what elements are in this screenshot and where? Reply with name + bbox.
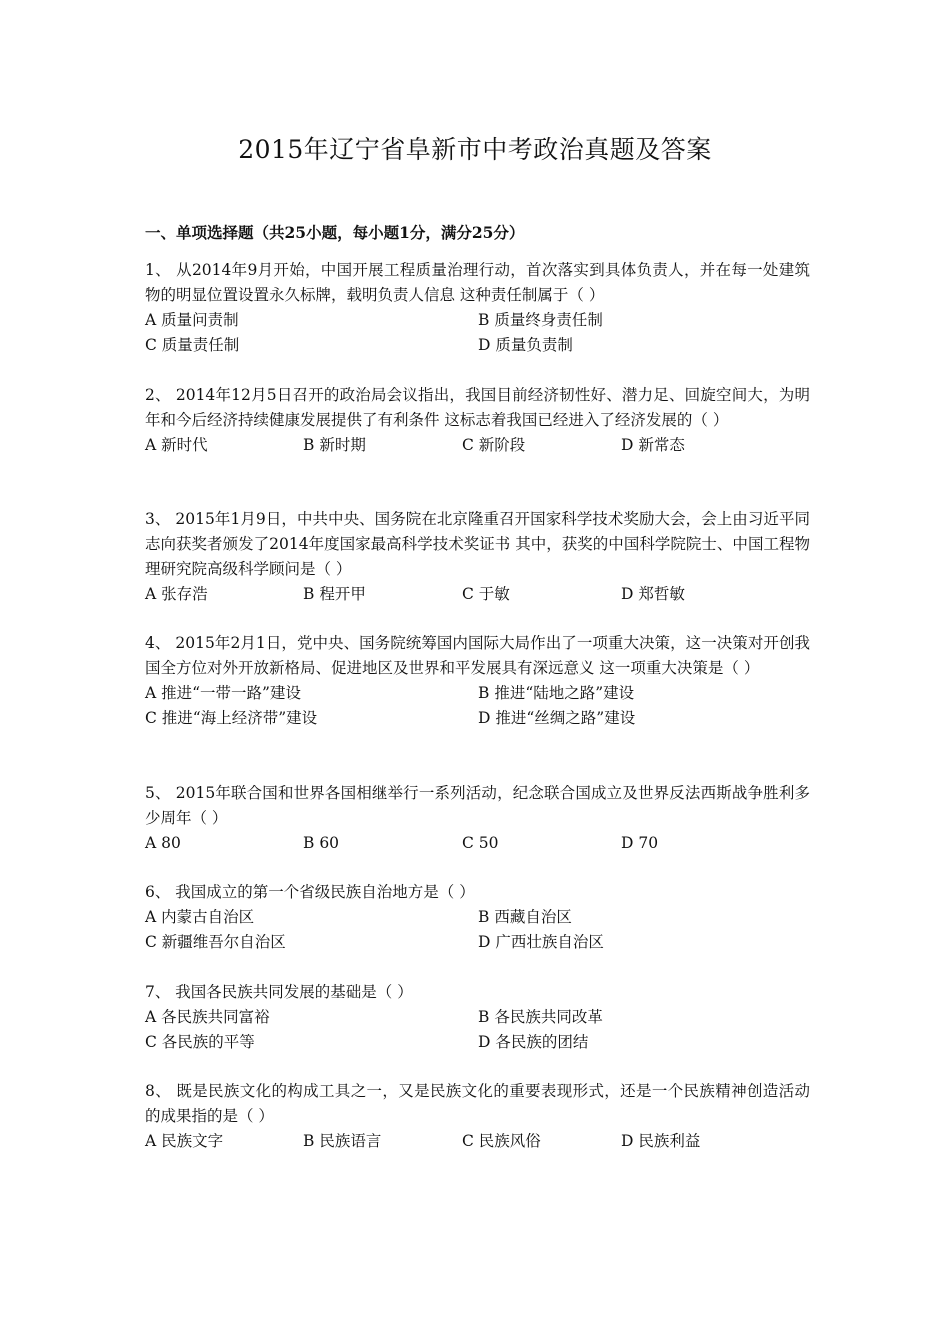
- document-title: 2015年辽宁省阜新市中考政治真题及答案: [238, 135, 712, 164]
- option-c: C 新阶段: [462, 436, 526, 454]
- question-3: [145, 507, 810, 607]
- options-row: [145, 905, 810, 930]
- option-a: A 推进“一带一路”建设: [145, 684, 301, 702]
- option-c: C 推进“海上经济带”建设: [145, 709, 318, 727]
- option-c: C 新疆维吾尔自治区: [145, 933, 286, 951]
- options-row: [145, 706, 810, 731]
- question-text: 7、 我国各民族共同发展的基础是（ ）: [145, 983, 413, 1001]
- options-row: [145, 333, 810, 358]
- option-d: D 质量负责制: [478, 336, 573, 354]
- options-row: [145, 1030, 810, 1055]
- option-a: A 内蒙古自治区: [145, 908, 255, 926]
- option-d: D 郑哲敏: [621, 585, 685, 603]
- option-d: D 新常态: [621, 436, 685, 454]
- option-c: C 质量责任制: [145, 336, 240, 354]
- question-1: [145, 258, 810, 358]
- question-text: 1、 从2014年9月开始，中国开展工程质量治理行动，首次落实到具体负责人，并在每一处建筑物的明显位置设置永久标牌，载明负责人信息 这种责任制属于（ ）: [145, 261, 810, 304]
- option-b: B 民族语言: [303, 1132, 382, 1150]
- question-text: 5、 2015年联合国和世界各国相继举行一系列活动，纪念联合国成立及世界反法西斯战争胜利多少周年（ ）: [145, 784, 810, 827]
- option-a: A 张存浩: [145, 585, 208, 603]
- option-d: D 广西壮族自治区: [478, 933, 604, 951]
- option-a: A 80: [145, 834, 181, 852]
- option-d: D 各民族的团结: [478, 1033, 589, 1051]
- option-d: D 民族利益: [621, 1132, 701, 1150]
- option-b: B 程开甲: [303, 585, 366, 603]
- option-c: C 各民族的平等: [145, 1033, 255, 1051]
- options-row: [145, 1005, 810, 1030]
- question-8: [145, 1079, 810, 1154]
- option-c: C 于敏: [462, 585, 510, 603]
- question-5: [145, 781, 810, 856]
- option-d: D 70: [621, 834, 659, 852]
- options-row: [145, 831, 810, 856]
- question-text: 2、 2014年12月5日召开的政治局会议指出，我国目前经济韧性好、潜力足、回旋空间大，为明年和今后经济持续健康发展提供了有利条件 这标志着我国已经进入了经济发展的（ ）: [145, 386, 810, 429]
- option-b: B 各民族共同改革: [478, 1008, 603, 1026]
- options-row: [145, 308, 810, 333]
- question-text: 4、 2015年2月1日，党中央、国务院统筹国内国际大局作出了一项重大决策，这一决策对开创我国全方位对外开放新格局、促进地区及世界和平发展具有深远意义 这一项重大决策是（ ）: [145, 634, 810, 677]
- options-row: [145, 681, 810, 706]
- question-2: [145, 383, 810, 458]
- question-7: [145, 980, 810, 1055]
- option-b: B 质量终身责任制: [478, 311, 603, 329]
- section-heading: 一、单项选择题（共25小题，每小题1分，满分25分）: [145, 223, 525, 242]
- question-text: 6、 我国成立的第一个省级民族自治地方是（ ）: [145, 883, 475, 901]
- option-b: B 西藏自治区: [478, 908, 572, 926]
- question-6: [145, 880, 810, 955]
- options-row: [145, 1129, 810, 1154]
- options-row: [145, 433, 810, 458]
- option-a: A 各民族共同富裕: [145, 1008, 270, 1026]
- options-row: [145, 930, 810, 955]
- question-text: 3、 2015年1月9日，中共中央、国务院在北京隆重召开国家科学技术奖励大会，会上由习近平同志向获奖者颁发了2014年度国家最高科学技术奖证书 其中，获奖的中国科学院院士、中国工程物理研究院高级科学顾问是（ ）: [145, 510, 810, 578]
- option-d: D 推进“丝绸之路”建设: [478, 709, 636, 727]
- option-a: A 民族文字: [145, 1132, 224, 1150]
- option-b: B 新时期: [303, 436, 366, 454]
- option-b: B 60: [303, 834, 340, 852]
- options-row: [145, 582, 810, 607]
- option-c: C 50: [462, 834, 499, 852]
- option-c: C 民族风俗: [462, 1132, 541, 1150]
- question-4: [145, 631, 810, 731]
- option-b: B 推进“陆地之路”建设: [478, 684, 635, 702]
- option-a: A 质量问责制: [145, 311, 239, 329]
- question-text: 8、 既是民族文化的构成工具之一，又是民族文化的重要表现形式，还是一个民族精神创造活动的成果指的是（ ）: [145, 1082, 810, 1125]
- option-a: A 新时代: [145, 436, 208, 454]
